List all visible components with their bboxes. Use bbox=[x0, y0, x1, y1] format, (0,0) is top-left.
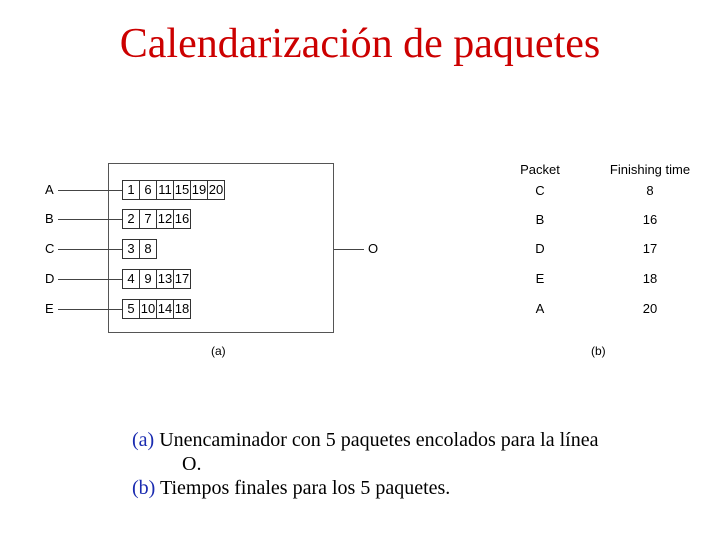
output-label: O bbox=[368, 241, 379, 256]
table-row-packet: A bbox=[535, 301, 545, 316]
output-line bbox=[334, 249, 364, 250]
queue-cell: 19 bbox=[190, 180, 208, 200]
slide-title: Calendarización de paquetes bbox=[119, 21, 601, 67]
queue-cell: 3 bbox=[122, 239, 140, 259]
caption-text-a: Unencaminador con 5 paquetes encolados para la línea bbox=[154, 429, 599, 451]
queue-c bbox=[122, 239, 157, 259]
table-b-label: (b) bbox=[591, 344, 606, 358]
queue-cell: 2 bbox=[122, 209, 140, 229]
caption-prefix-b: (b) bbox=[132, 477, 156, 499]
header-packet: Packet bbox=[520, 162, 560, 177]
input-label-e: E bbox=[45, 301, 54, 316]
queue-cell: 6 bbox=[139, 180, 157, 200]
queue-cell: 5 bbox=[122, 299, 140, 319]
input-label-a: A bbox=[45, 182, 54, 197]
table-row-time: 20 bbox=[642, 301, 658, 316]
table-row-packet: B bbox=[535, 212, 545, 227]
input-line-a bbox=[58, 190, 122, 191]
queue-cell: 18 bbox=[173, 299, 191, 319]
diagram-a-label: (a) bbox=[211, 344, 226, 358]
queue-e bbox=[122, 299, 191, 319]
table-row-time: 8 bbox=[646, 183, 654, 198]
input-line-d bbox=[58, 279, 122, 280]
input-line-b bbox=[58, 219, 122, 220]
queue-cell: 16 bbox=[173, 209, 191, 229]
queue-cell: 12 bbox=[156, 209, 174, 229]
queue-cell: 1 bbox=[122, 180, 140, 200]
queue-cell: 10 bbox=[139, 299, 157, 319]
queue-cell: 4 bbox=[122, 269, 140, 289]
caption-line-a bbox=[132, 428, 702, 452]
input-line-e bbox=[58, 309, 122, 310]
queue-b bbox=[122, 209, 191, 229]
input-label-d: D bbox=[45, 271, 55, 286]
table-row-packet: C bbox=[535, 183, 545, 198]
caption-prefix-a: (a) bbox=[132, 429, 155, 451]
caption-text-a-continued: O. bbox=[182, 453, 202, 475]
table-row-time: 18 bbox=[642, 271, 658, 286]
queue-a bbox=[122, 180, 225, 200]
queue-cell: 17 bbox=[173, 269, 191, 289]
queue-cell: 14 bbox=[156, 299, 174, 319]
header-finishing-time: Finishing time bbox=[609, 162, 691, 177]
queue-d bbox=[122, 269, 191, 289]
input-line-c bbox=[58, 249, 122, 250]
caption-line-b bbox=[132, 476, 702, 500]
input-label-c: C bbox=[45, 241, 55, 256]
table-row-packet: E bbox=[535, 271, 545, 286]
queue-cell: 15 bbox=[173, 180, 191, 200]
table-row-packet: D bbox=[535, 241, 545, 256]
input-label-b: B bbox=[45, 211, 54, 226]
queue-cell: 20 bbox=[207, 180, 225, 200]
table-row-time: 17 bbox=[642, 241, 658, 256]
table-row-time: 16 bbox=[642, 212, 658, 227]
queue-cell: 8 bbox=[139, 239, 157, 259]
queue-cell: 9 bbox=[139, 269, 157, 289]
queue-cell: 11 bbox=[156, 180, 174, 200]
queue-cell: 13 bbox=[156, 269, 174, 289]
caption-text-b: Tiempos finales para los 5 paquetes. bbox=[155, 477, 451, 499]
queue-cell: 7 bbox=[139, 209, 157, 229]
caption bbox=[132, 428, 702, 500]
